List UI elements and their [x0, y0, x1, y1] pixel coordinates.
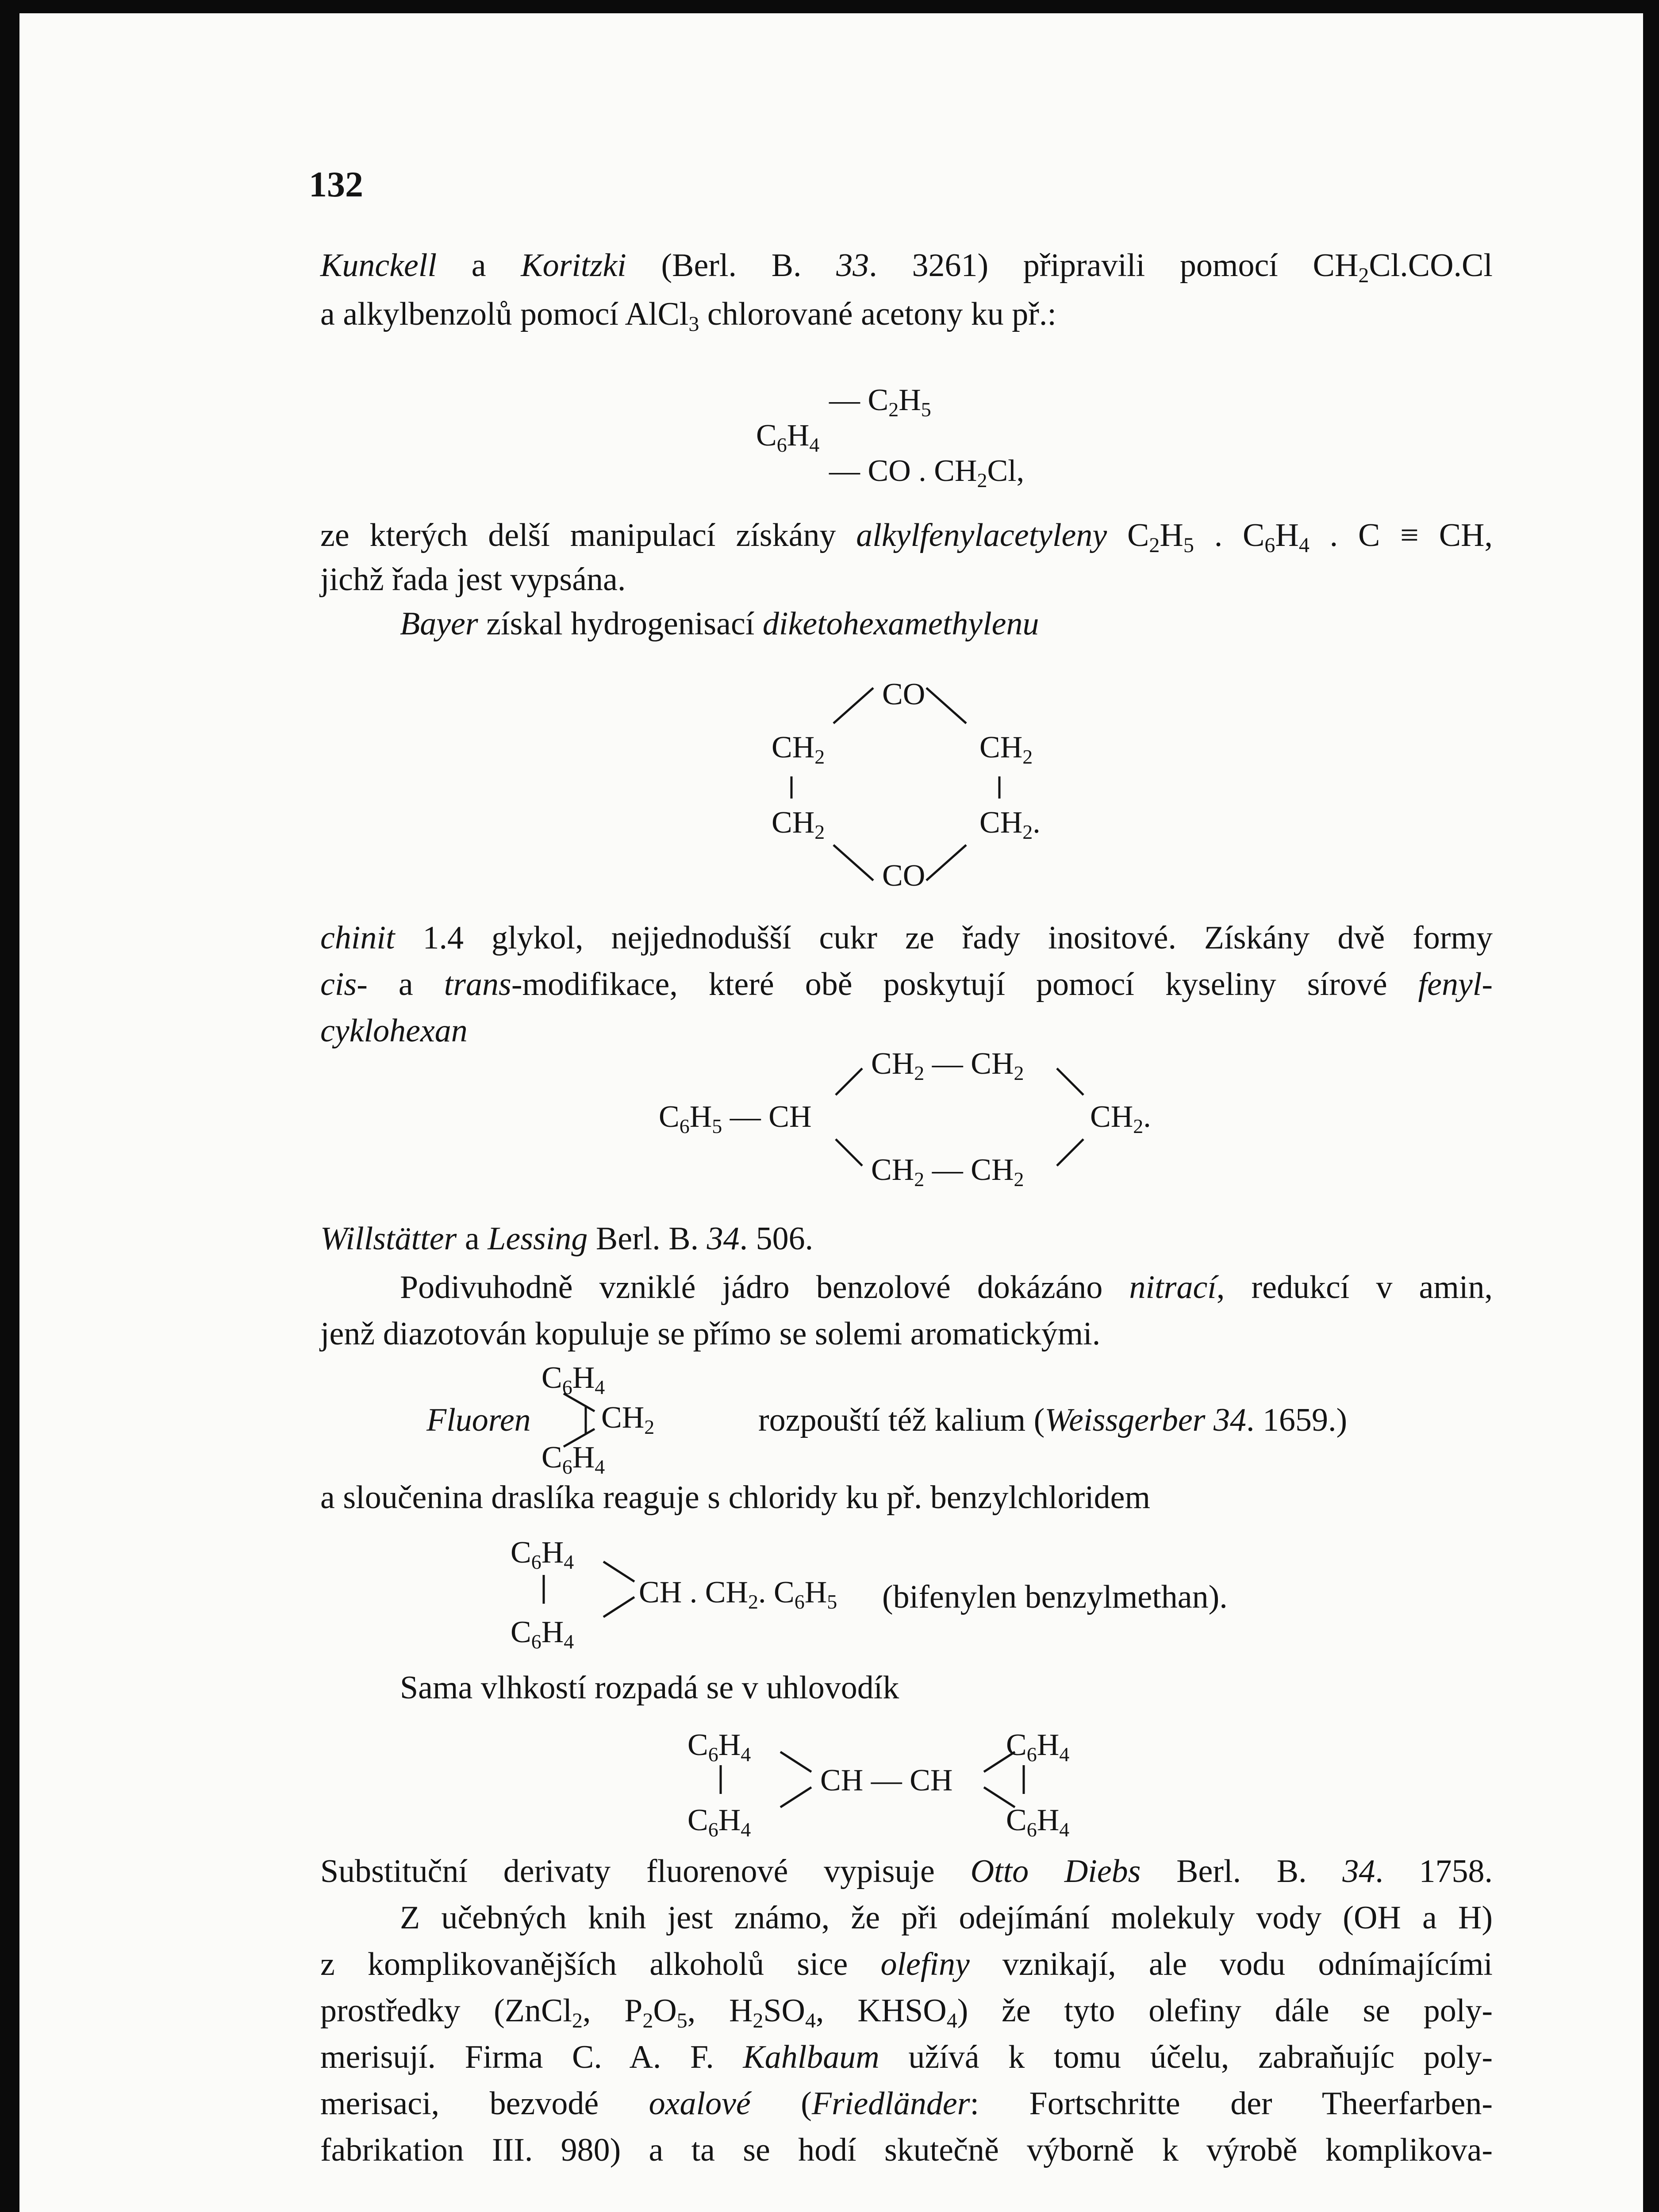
text-line: cyklohexan	[320, 1013, 468, 1049]
text-line: rozpouští též kalium (Weissgerber 34. 1659.)	[758, 1402, 1348, 1438]
text-line: Substituční derivaty fluorenové vypisuje Otto Diebs Berl. B. 34. 1758.	[320, 1853, 1493, 1889]
chem-formula: $CH_2$ — $CH_2$	[871, 1047, 1024, 1084]
chem-formula: CH — CH	[820, 1763, 953, 1797]
chem-formula: $C_6H_4$	[687, 1728, 751, 1766]
text-line: chinit 1.4 glykol, nejjednodušší cukr ze řady inositové. Získány dvě formy	[320, 920, 1493, 956]
text-line: prostředky (ZnCl$_2$, $P_2O_5$, $H_2SO_4$, $KHSO_4$) že tyto olefiny dále se poly-	[320, 1993, 1493, 2032]
text-line: jenž diazotován kopuluje se přímo se solemi aromatickými.	[320, 1316, 1101, 1352]
chem-formula: CO	[882, 859, 926, 893]
text-line: merisaci, bezvodé oxalové (Friedländer: Fortschritte der Theerfarben-	[320, 2085, 1493, 2122]
chem-formula: $C_6H_4$	[511, 1536, 574, 1573]
chem-bond-lines	[19, 13, 1643, 2212]
chem-formula: — CO . $CH_2Cl$,	[829, 454, 1025, 492]
chem-formula: — $C_2H_5$	[829, 383, 931, 421]
text-line: Z učebných knih jest známo, že při odejímání molekuly vody (OH a H)	[400, 1900, 1493, 1936]
chem-formula: $CH_2$	[979, 730, 1033, 768]
text-line: ze kterých delší manipulací získány alkylfenylacetyleny $C_2H_5$ . $C_6H_4$ . C ≡ CH,	[320, 517, 1493, 557]
text-line: jichž řada jest vypsána.	[320, 561, 626, 598]
text-line: Kunckell a Koritzki (Berl. B. 33. 3261) připravili pomocí $CH_2Cl.CO.Cl$	[320, 247, 1493, 287]
chem-formula: $C_6H_4$	[1006, 1803, 1070, 1841]
chem-formula: $C_6H_4$	[687, 1803, 751, 1841]
text-line: a sloučenina draslíka reaguje s chloridy ku př. benzylchloridem	[320, 1479, 1151, 1516]
text-line: Willstätter a Lessing Berl. B. 34. 506.	[320, 1221, 814, 1257]
chem-formula: CH . $CH_2$. $C_6H_5$	[639, 1575, 837, 1613]
chem-formula: $C_6H_4$	[756, 419, 820, 456]
chem-formula: $C_6H_5$ — CH	[659, 1100, 812, 1137]
text-line: Fluoren	[426, 1402, 531, 1438]
text-line: z komplikovanějších alkoholů sice olefiny vznikají, ale vodu odnímajícími	[320, 1946, 1493, 1982]
text-line: cis- a trans-modifikace, které obě poskytují pomocí kyseliny sírové fenyl-	[320, 966, 1493, 1002]
text-line: Sama vlhkostí rozpadá se v uhlovodík	[400, 1670, 899, 1706]
text-line: Bayer získal hydrogenisací diketohexamethylenu	[400, 606, 1039, 642]
text-line: fabrikation III. 980) a ta se hodí skutečně výborně k výrobě komplikova-	[320, 2132, 1493, 2168]
text-line: merisují. Firma C. A. F. Kahlbaum užívá k tomu účelu, zabraňujíc poly-	[320, 2039, 1493, 2075]
page-number: 132	[309, 164, 363, 204]
text-line: Podivuhodně vzniklé jádro benzolové dokázáno nitrací, redukcí v amin,	[400, 1269, 1493, 1306]
text-line: a alkylbenzolů pomocí AlCl$_3$ chlorované acetony ku př.:	[320, 296, 1056, 336]
chem-formula: $C_6H_4$	[541, 1361, 605, 1398]
text-line: (bifenylen benzylmethan).	[882, 1579, 1228, 1615]
chem-formula: $CH_2$	[772, 806, 825, 843]
scanned-page	[19, 13, 1643, 2212]
chem-formula: $C_6H_4$	[1006, 1728, 1070, 1766]
chem-formula: $C_6H_4$	[511, 1615, 574, 1653]
chem-formula: $CH_2$.	[979, 806, 1041, 843]
chem-formula: $C_6H_4$	[541, 1440, 605, 1478]
chem-formula: $CH_2$	[772, 730, 825, 768]
chem-formula: CO	[882, 677, 926, 711]
chem-formula: $CH_2$	[601, 1401, 655, 1438]
chem-formula: $CH_2$.	[1090, 1100, 1151, 1137]
chem-formula: $CH_2$ — $CH_2$	[871, 1153, 1024, 1190]
